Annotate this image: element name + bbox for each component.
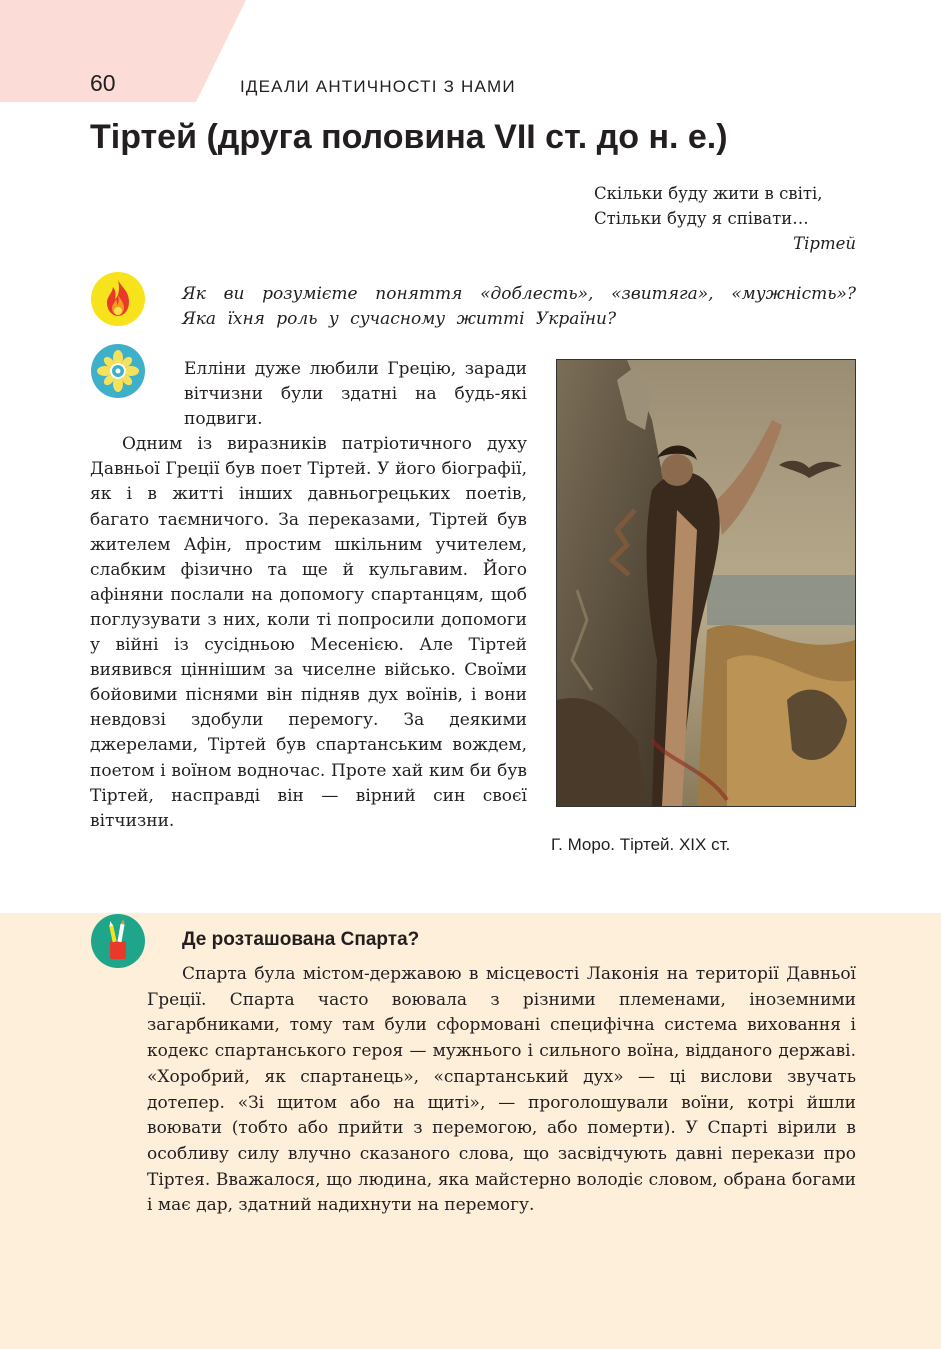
box-text: Спарта була містом-державою в місцевості Лаконія на території Давньої Греції. Спарта часто воювала з різними племенами, іноземними загарбниками, тому там були сформовані специфічна система виховання і кодекс спартанського героя — мужнього і сильного воїна, відданого державі. «Хоробрий, як спартанець», «спартанський дух» — ці вислови звучать дотепер. «Зі щитом або на щиті», — проголошували воїни, котрі йшли воювати (тобто або прийти з перемогою, або померти). У Спарті вірили в особливу силу влучно сказаного слова, що засвідчують давні перекази про Тіртея. Вважалося, що людина, яка майстерно володіє словом, обрана богами і має дар, здатний надихнути на перемогу. (147, 964, 856, 1216)
running-head: ІДЕАЛИ АНТИЧНОСТІ З НАМИ (240, 77, 516, 96)
epigraph (594, 181, 856, 256)
discussion-question: Як ви розумієте поняття «доблесть», «звитяга», «мужність»? Яка їхня роль у сучасному житті України? (182, 284, 856, 329)
painting-tyrtaeus (556, 359, 856, 807)
flame-icon (91, 272, 145, 326)
paragraph-biography: Одним із виразників патріотичного духу Давньої Греції був поет Тіртей. У його біографії, як і в житті інших давньогрецьких поетів, багато таємничого. За переказами, Тіртей був жителем Афін, простим шкільним учителем, слабким фізично та ще й кульгавим. Його афіняни послали на допомогу спартанцям, щоб поглузувати з них, коли ті попросили допомоги у війні із сусідньою Месенією. Але Тіртей виявився ціннішим за чиселне військо. Своїми бойовими піснями він підняв дух воїнів, і вони невдовзі здобули перемогу. За деякими джерелами, Тіртей був спартанським вождем, поетом і воїном водночас. Проте хай ким би був Тіртей, насправді він — вірний син своєї вітчизни. (90, 434, 527, 831)
pencil-cup-icon (91, 914, 145, 968)
epigraph-author: Тіртей (793, 234, 856, 253)
page-title: Тіртей (друга половина VII ст. до н. е.) (90, 118, 728, 156)
figure-caption: Г. Моро. Тіртей. XIX ст. (551, 835, 731, 854)
paragraph-intro: Елліни дуже любили Грецію, заради вітчизни були здатні на будь-які подвиги. (184, 359, 527, 430)
epigraph-line: Скільки буду жити в світі, (594, 184, 823, 203)
epigraph-line: Стільки буду я співати… (594, 209, 809, 228)
main-text (90, 357, 527, 834)
page-number: 60 (90, 70, 116, 96)
box-heading: Де розташована Спарта? (182, 929, 420, 950)
